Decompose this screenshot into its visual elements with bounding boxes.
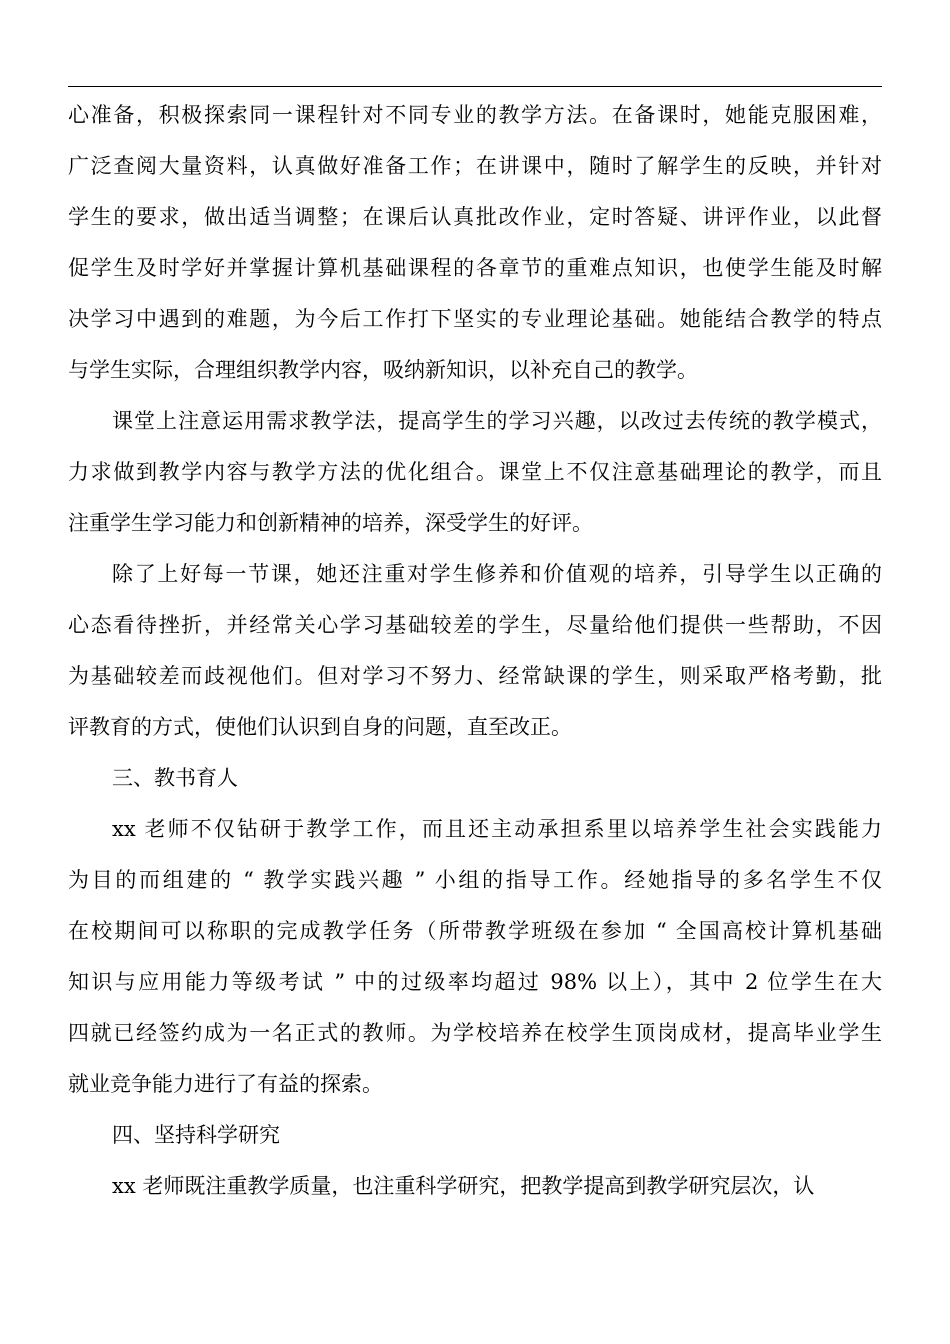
text-line: 评教育的方式，使他们认识到自身的问题，直至改正。 [68,715,572,739]
document-body [68,90,882,1212]
text-line: 促学生及时学好并掌握计算机基础课程的各章节的重难点知识，也使学生能及时解 [68,256,882,280]
paragraph [68,804,882,1110]
paragraph [68,396,882,549]
text-line: 注重学生学习能力和创新精神的培养，深受学生的好评。 [68,511,593,535]
text-line: 决学习中遇到的难题，为今后工作打下坚实的专业理论基础。她能结合教学的特点 [68,307,882,331]
text-line: 为目的而组建的 “ 教学实践兴趣 ” 小组的指导工作。经她指导的多名学生不仅 [68,868,882,892]
paragraph [68,1110,882,1161]
text-line: xx 老师既注重教学质量，也注重科学研究，把教学提高到教学研究层次，认 [112,1174,815,1198]
paragraph [68,549,882,753]
text-line: 知识与应用能力等级考试 ” 中的过级率均超过 98% 以上），其中 2 位学生在大 [68,970,882,994]
text-line: 除了上好每一节课，她还注重对学生修养和价值观的培养，引导学生以正确的 [112,562,882,586]
paragraph [68,90,882,396]
text-line: 学生的要求，做出适当调整；在课后认真批改作业，定时答疑、讲评作业，以此督 [68,205,882,229]
text-line: xx 老师不仅钻研于教学工作，而且还主动承担系里以培养学生社会实践能力 [112,817,882,841]
text-line: 三、教书育人 [112,766,238,790]
text-line: 心态看待挫折，并经常关心学习基础较差的学生，尽量给他们提供一些帮助，不因 [68,613,882,637]
text-line: 就业竞争能力进行了有益的探索。 [68,1072,383,1096]
text-line: 为基础较差而歧视他们。但对学习不努力、经常缺课的学生，则采取严格考勤，批 [68,664,882,688]
text-line: 课堂上注意运用需求教学法，提高学生的学习兴趣，以改过去传统的教学模式， [112,409,882,433]
header-rule [68,86,882,87]
text-line: 在校期间可以称职的完成教学任务（所带教学班级在参加 “ 全国高校计算机基础 [68,919,882,943]
paragraph [68,753,882,804]
text-line: 力求做到教学内容与教学方法的优化组合。课堂上不仅注意基础理论的教学，而且 [68,460,882,484]
text-line: 四、坚持科学研究 [112,1123,280,1147]
text-line: 心准备，积极探索同一课程针对不同专业的教学方法。在备课时，她能克服困难， [68,103,882,127]
text-line: 与学生实际，合理组织教学内容，吸纳新知识，以补充自己的教学。 [68,358,698,382]
text-line: 四就已经签约成为一名正式的教师。为学校培养在校学生顶岗成材，提高毕业学生 [68,1021,882,1045]
paragraph [68,1161,882,1212]
text-line: 广泛查阅大量资料，认真做好准备工作；在讲课中，随时了解学生的反映，并针对 [68,154,882,178]
